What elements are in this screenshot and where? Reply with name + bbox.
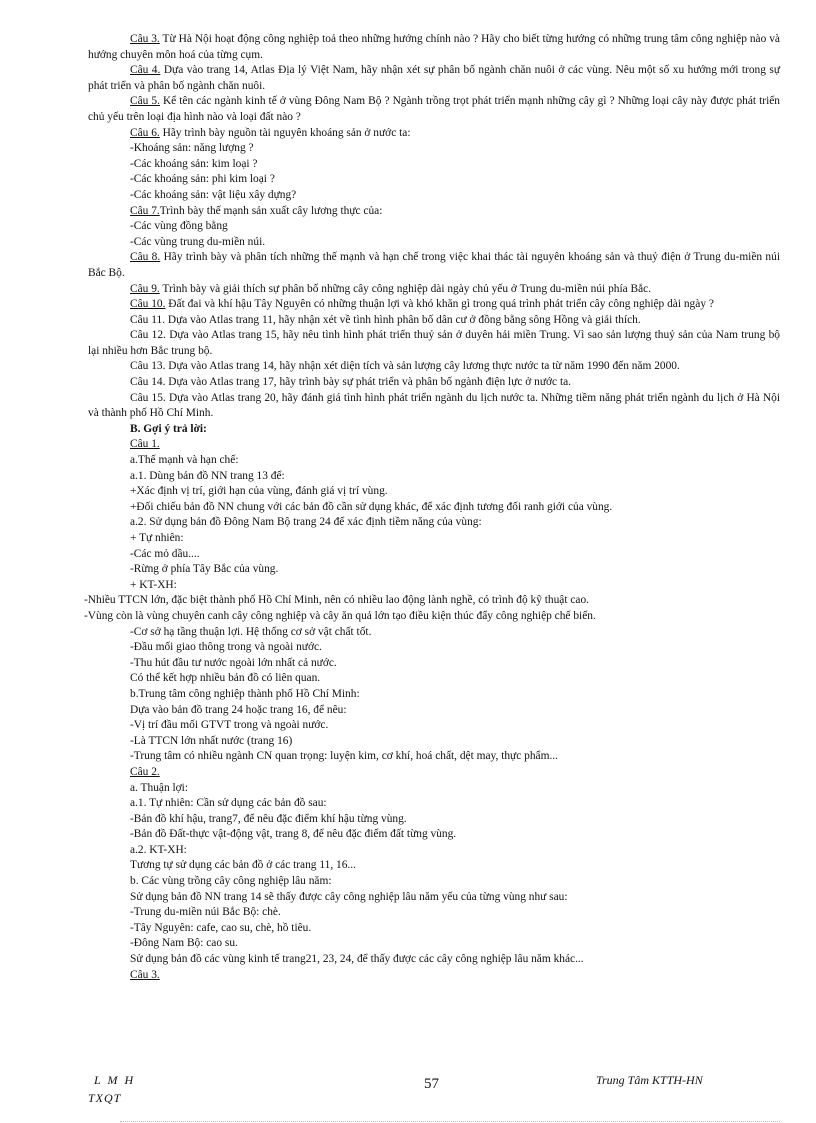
answer-1-part-b [84,593,780,624]
answer-line: +Xác định vị trí, giới hạn của vùng, đánh giá vị trí vùng. [130,485,388,498]
answer-1-label: Câu 1. [130,438,160,451]
answer-line: -Trung tâm có nhiều ngành CN quan trọng: luyện kim, cơ khí, hoá chất, dệt may, thực phẩm... [130,750,558,763]
answer-line: b.Trung tâm công nghiệp thành phố Hồ Chí Minh: [130,687,360,700]
page-number: 57 [424,1076,439,1092]
answer-1-part-c [88,625,780,765]
question-5 [88,94,780,125]
question-text: Đất đai và khí hậu Tây Nguyên có những thuận lợi và khó khăn gì trong quá trình phát triển cây công nghiệp dài ngày ? [165,298,714,311]
answer-line: -Các mỏ dầu.... [130,547,200,560]
question-13: Câu 13. Dựa vào Atlas trang 14, hãy nhận xét diện tích và sản lượng cây lương thực nước ta từ năm 1990 đến năm 2000. [130,360,680,373]
list-item: -Khoáng sản: năng lượng ? [130,142,254,155]
answers-heading: B. Gợi ý trả lời: [130,422,207,435]
answer-line: a.2. KT-XH: [130,843,187,856]
list-item: -Các vùng trung du-miền núi. [130,235,266,248]
question-label: Câu 6. [130,126,160,139]
question-6 [88,126,780,142]
question-label: Câu 5. [130,95,160,108]
answer-line: -Vị trí đầu mối GTVT trong và ngoài nước. [130,719,329,732]
question-4 [88,63,780,94]
footer-author: L M H [94,1073,136,1087]
question-3 [88,32,780,63]
question-8 [88,250,780,281]
answer-2 [88,781,780,968]
answer-line: a.Thế mạnh và hạn chế: [130,454,239,467]
list-item: -Các khoáng sản: vật liệu xây dựng? [130,188,297,201]
question-14: Câu 14. Dựa vào Atlas trang 17, hãy trình bày sự phát triển và phân bố ngành điện lực ở nước ta. [130,376,572,389]
answer-line: +Đối chiếu bản đồ NN chung với các bản đồ cần sử dụng khác, để xác định tương đối ranh giới của vùng. [130,500,613,513]
answer-line: -Vùng còn là vùng chuyên canh cây công nghiệp và cây ăn quả lớn tạo điều kiện thúc đẩy công nghiệp chế biến. [84,609,596,622]
answer-line: a.1. Dùng bản đồ NN trang 13 để: [130,469,285,482]
answer-line: -Nhiều TTCN lớn, đặc biệt thành phố Hồ Chí Minh, nên có nhiều lao động lành nghề, có trình độ kỹ thuật cao. [84,594,590,607]
answer-3-label: Câu 3. [130,968,160,981]
question-10 [88,297,780,313]
answer-line: Sử dụng bản đồ NN trang 14 sẽ thấy được cây công nghiệp lâu năm yếu của từng vùng như sau: [130,890,568,903]
list-item: -Các vùng đồng bằng [130,220,228,233]
answer-line: Tương tự sử dụng các bản đồ ở các trang 11, 16... [130,859,356,872]
footer-divider [120,1121,780,1122]
answer-line: + Tự nhiên: [130,532,184,544]
question-12: Câu 12. Dựa vào Atlas trang 15, hãy nêu tình hình phát triển thuỷ sản ở duyên hải miền Trung. Vì sao sản lượng thuỷ sản của Nam trung bộ lại nhiều hơn Bắc trung bộ. [88,329,780,357]
answer-line: Sử dụng bản đồ các vùng kinh tế trang21, 23, 24, để thấy được các cây công nghiệp lâu năm khác... [130,953,584,966]
answer-line: -Là TTCN lớn nhất nước (trang 16) [130,734,293,747]
answer-line: -Rừng ở phía Tây Bắc của vùng. [130,563,279,576]
question-label: Câu 7. [130,204,160,217]
list-item: -Các khoáng sản: kim loại ? [130,157,258,170]
answer-line: -Bản đồ khí hậu, trang7, để nêu đặc điểm khí hậu từng vùng. [130,812,407,825]
question-text: Dựa vào trang 14, Atlas Địa lý Việt Nam, hãy nhận xét sự phân bố ngành chăn nuôi ở các vùng. Nêu một số xu hướng mới trong sự phát triển và phân bố ngành chăn nuôi. [88,64,780,92]
answer-line: -Thu hút đầu tư nước ngoài lớn nhất cả nước. [130,656,337,669]
question-text: Từ Hà Nội hoạt động công nghiệp toả theo những hướng chính nào ? Hãy cho biết từng hướng có những trung tâm công nghiệp nào và hướng chuyên môn hoá của từng cụm. [88,33,780,61]
list-item: -Các khoáng sản: phi kim loại ? [130,173,275,186]
answer-line: -Đông Nam Bộ: cao su. [130,937,238,950]
question-text: Kể tên các ngành kinh tế ở vùng Đông Nam Bộ ? Ngành trồng trọt phát triển mạnh những cây gì ? Những loại cây này được phát triển chủ yếu trên loại địa hình nào và loại đất nào ? [88,95,780,123]
question-11: Câu 11. Dựa vào Atlas trang 11, hãy nhận xét về tình hình phân bố dân cư ở đồng bằng sông Hồng và giải thích. [130,313,641,326]
answer-line: -Cơ sở hạ tầng thuận lợi. Hệ thống cơ sở vật chất tốt. [130,625,372,638]
question-text: Trình bày và giải thích sự phân bố những cây công nghiệp dài ngày chủ yếu ở Trung du-miền núi phía Bắc. [159,282,652,295]
page-content [84,32,780,983]
answer-line: a.2. Sử dụng bản đồ Đông Nam Bộ trang 24 để xác định tiềm năng của vùng: [130,516,482,529]
footer-organization: Trung Tâm KTTH-HN [596,1073,703,1087]
question-text: Hãy trình bày nguồn tài nguyên khoáng sản ở nước ta: [159,126,411,139]
footer-author-code: TXQT [88,1091,122,1105]
answer-line: + KT-XH: [130,578,177,591]
answer-line: -Trung du-miền núi Bắc Bộ: chè. [130,906,281,919]
question-label: Câu 9. [130,282,160,295]
answer-line: -Bản đồ Đất-thực vật-động vật, trang 8, để nêu đặc điểm đất từng vùng. [130,828,457,841]
question-text: Trình bày thế mạnh sản xuất cây lương thực của: [159,204,383,217]
answer-line: a.1. Tự nhiên: Cần sử dụng các bản đồ sau: [130,797,327,810]
answer-2-label: Câu 2. [130,765,160,778]
question-9 [88,282,780,298]
answer-line: a. Thuận lợi: [130,781,189,794]
question-text: Hãy trình bày và phân tích những thế mạnh và hạn chế trong việc khai thác tài nguyên khoáng sản và thuỷ điện ở Trung du-miền núi Bắc Bộ. [88,251,780,279]
answer-line: b. Các vùng trồng cây công nghiệp lâu năm: [130,875,332,888]
answer-line: Có thể kết hợp nhiều bản đồ có liên quan. [130,672,321,685]
question-7 [88,204,780,220]
answer-line: -Đầu mối giao thông trong và ngoài nước. [130,641,322,654]
answer-line: -Tây Nguyên: cafe, cao su, chè, hồ tiêu. [130,921,312,934]
question-label: Câu 10. [130,298,166,311]
question-label: Câu 4. [130,64,161,77]
question-15: Câu 15. Dựa vào Atlas trang 20, hãy đánh giá tình hình phát triển ngành du lịch nước ta. Những tiềm năng phát triển ngành du lịch ở Hà Nội và thành phố Hồ Chí Minh. [88,391,780,420]
question-label: Câu 8. [130,251,161,264]
answer-line: Dựa vào bản đồ trang 24 hoặc trang 16, để nêu: [130,703,347,716]
question-label: Câu 3. [130,33,160,45]
answer-1-part-a [88,453,780,593]
